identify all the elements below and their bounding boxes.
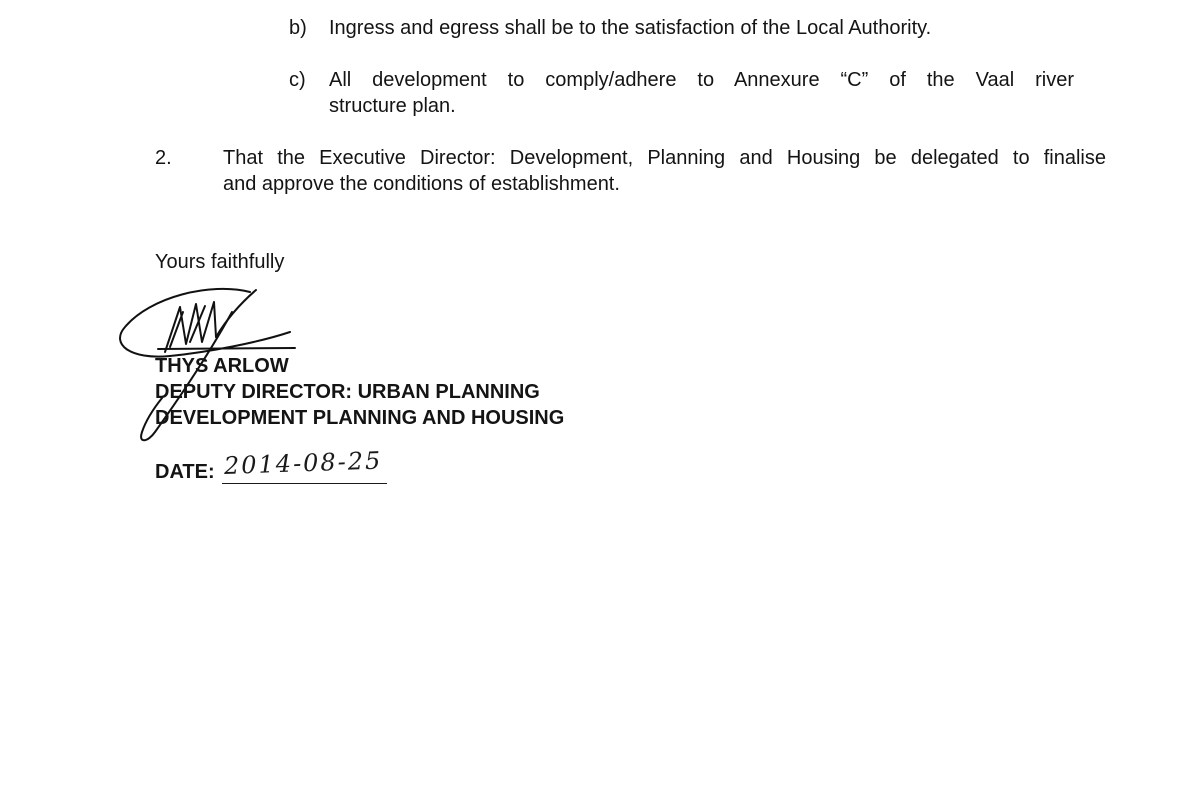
condition-b-marker: b): [289, 17, 307, 39]
condition-c-marker: c): [289, 69, 306, 91]
condition-b-text: Ingress and egress shall be to the satisfaction of the Local Authority.: [329, 17, 932, 39]
condition-c-text-line1: All development to comply/adhere to Annexure “C” of the Vaal river: [329, 69, 1074, 91]
signatory-title: DEPUTY DIRECTOR: URBAN PLANNING: [155, 381, 540, 403]
date-label: DATE:: [155, 461, 215, 483]
closing-salutation: Yours faithfully: [155, 251, 285, 273]
date-value-handwritten: 2014-08-25: [223, 446, 383, 480]
signatory-name: THYS ARLOW: [155, 355, 289, 377]
resolution-2-text-line1: That the Executive Director: Development, Planning and Housing be delegated to finalise: [223, 147, 1106, 169]
date-underline: [222, 483, 387, 484]
resolution-2-number: 2.: [155, 147, 172, 169]
resolution-2-text-line2: and approve the conditions of establishment.: [223, 173, 620, 195]
condition-c-text-line2: structure plan.: [329, 95, 456, 117]
signatory-department: DEVELOPMENT PLANNING AND HOUSING: [155, 407, 565, 429]
